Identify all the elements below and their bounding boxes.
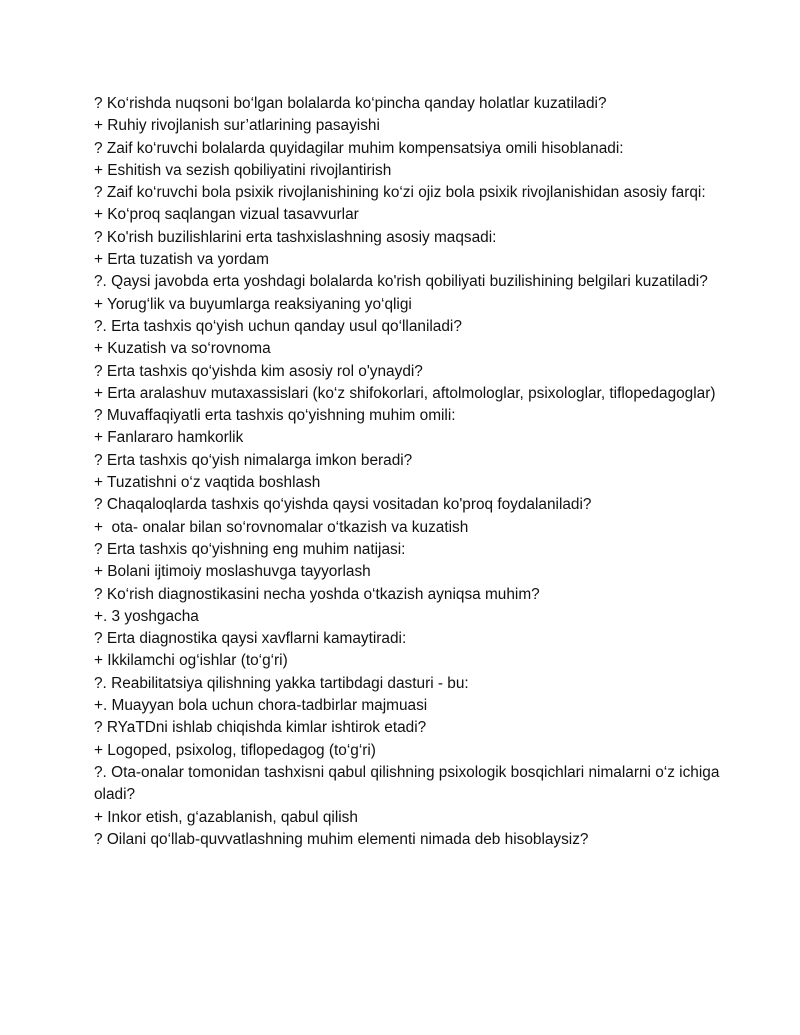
answer-line: + Inkor etish, g‘azablanish, qabul qilish — [94, 808, 358, 826]
question-line: ? Oilani qo‘llab-quvvatlashning muhim elementi nimada deb hisoblaysiz? — [94, 830, 589, 848]
question-line: ? Erta tashxis qo‘yish nimalarga imkon beradi? — [94, 451, 413, 469]
question-line: ?. Ota-onalar tomonidan tashxisni qabul qilishning psixologik bosqichlari nimalarni o‘z ichiga oladi? — [94, 763, 724, 804]
answer-line: + Kuzatish va so‘rovnoma — [94, 340, 271, 358]
question-line: ? Ko‘rishda nuqsoni bo‘lgan bolalarda ko‘pincha qanday holatlar kuzatiladi? — [94, 95, 607, 112]
question-line: ? Erta diagnostika qaysi xavflarni kamaytiradi: — [94, 630, 407, 648]
answer-line: + ota- onalar bilan so‘rovnomalar o‘tkazish va kuzatish — [94, 518, 469, 536]
question-line: ?. Erta tashxis qo‘yish uchun qanday usul qo‘llaniladi? — [94, 317, 462, 335]
answer-line: + Logoped, psixolog, tiflopedagog (to‘g‘ri) — [94, 741, 376, 759]
question-line: ? Ko'rish buzilishlarini erta tashxislashning asosiy maqsadi: — [94, 228, 497, 246]
answer-line: +. 3 yoshgacha — [94, 607, 199, 625]
answer-line: + Tuzatishni o‘z vaqtida boshlash — [94, 474, 321, 492]
answer-line: +. Muayyan bola uchun chora-tadbirlar majmuasi — [94, 697, 428, 715]
answer-line: + Yorug‘lik va buyumlarga reaksiyaning yo‘qligi — [94, 295, 412, 313]
question-line: ? Erta tashxis qo‘yishning eng muhim natijasi: — [94, 540, 406, 558]
answer-line: + Bolani ijtimoiy moslashuvga tayyorlash — [94, 563, 371, 581]
answer-line: + Ruhiy rivojlanish sur’atlarining pasayishi — [94, 117, 380, 135]
answer-line: + Eshitish va sezish qobiliyatini rivojlantirish — [94, 161, 392, 179]
question-line: ? Chaqaloqlarda tashxis qo‘yishda qaysi vositadan ko'proq foydalaniladi? — [94, 496, 592, 514]
question-line: ? Muvaffaqiyatli erta tashxis qo‘yishning muhim omili: — [94, 407, 456, 425]
answer-line: + Erta aralashuv mutaxassislari (ko‘z shifokorlari, aftolmologlar, psixologlar, tiflopedagoglar) — [94, 384, 716, 402]
document-text — [94, 93, 724, 851]
question-line: ?. Reabilitatsiya qilishning yakka tartibdagi dasturi - bu: — [94, 674, 469, 692]
answer-line: + Erta tuzatish va yordam — [94, 251, 269, 269]
question-line: ? Zaif ko‘ruvchi bola psixik rivojlanishining ko‘zi ojiz bola psixik rivojlanishidan asosiy farqi: — [94, 184, 706, 202]
question-line: ?. Qaysi javobda erta yoshdagi bolalarda ko'rish qobiliyati buzilishining belgilari kuzatiladi? — [94, 273, 708, 291]
question-line: ? RYaTDni ishlab chiqishda kimlar ishtirok etadi? — [94, 719, 427, 737]
question-line: ? Zaif ko‘ruvchi bolalarda quyidagilar muhim kompensatsiya omili hisoblanadi: — [94, 139, 624, 157]
question-line: ? Ko‘rish diagnostikasini necha yoshda o‘tkazish ayniqsa muhim? — [94, 585, 540, 603]
answer-line: + Ko‘proq saqlangan vizual tasavvurlar — [94, 206, 359, 224]
answer-line: + Fanlararo hamkorlik — [94, 429, 244, 447]
question-line: ? Erta tashxis qo‘yishda kim asosiy rol o'ynaydi? — [94, 362, 423, 380]
answer-line: + Ikkilamchi og‘ishlar (to‘g‘ri) — [94, 652, 288, 670]
